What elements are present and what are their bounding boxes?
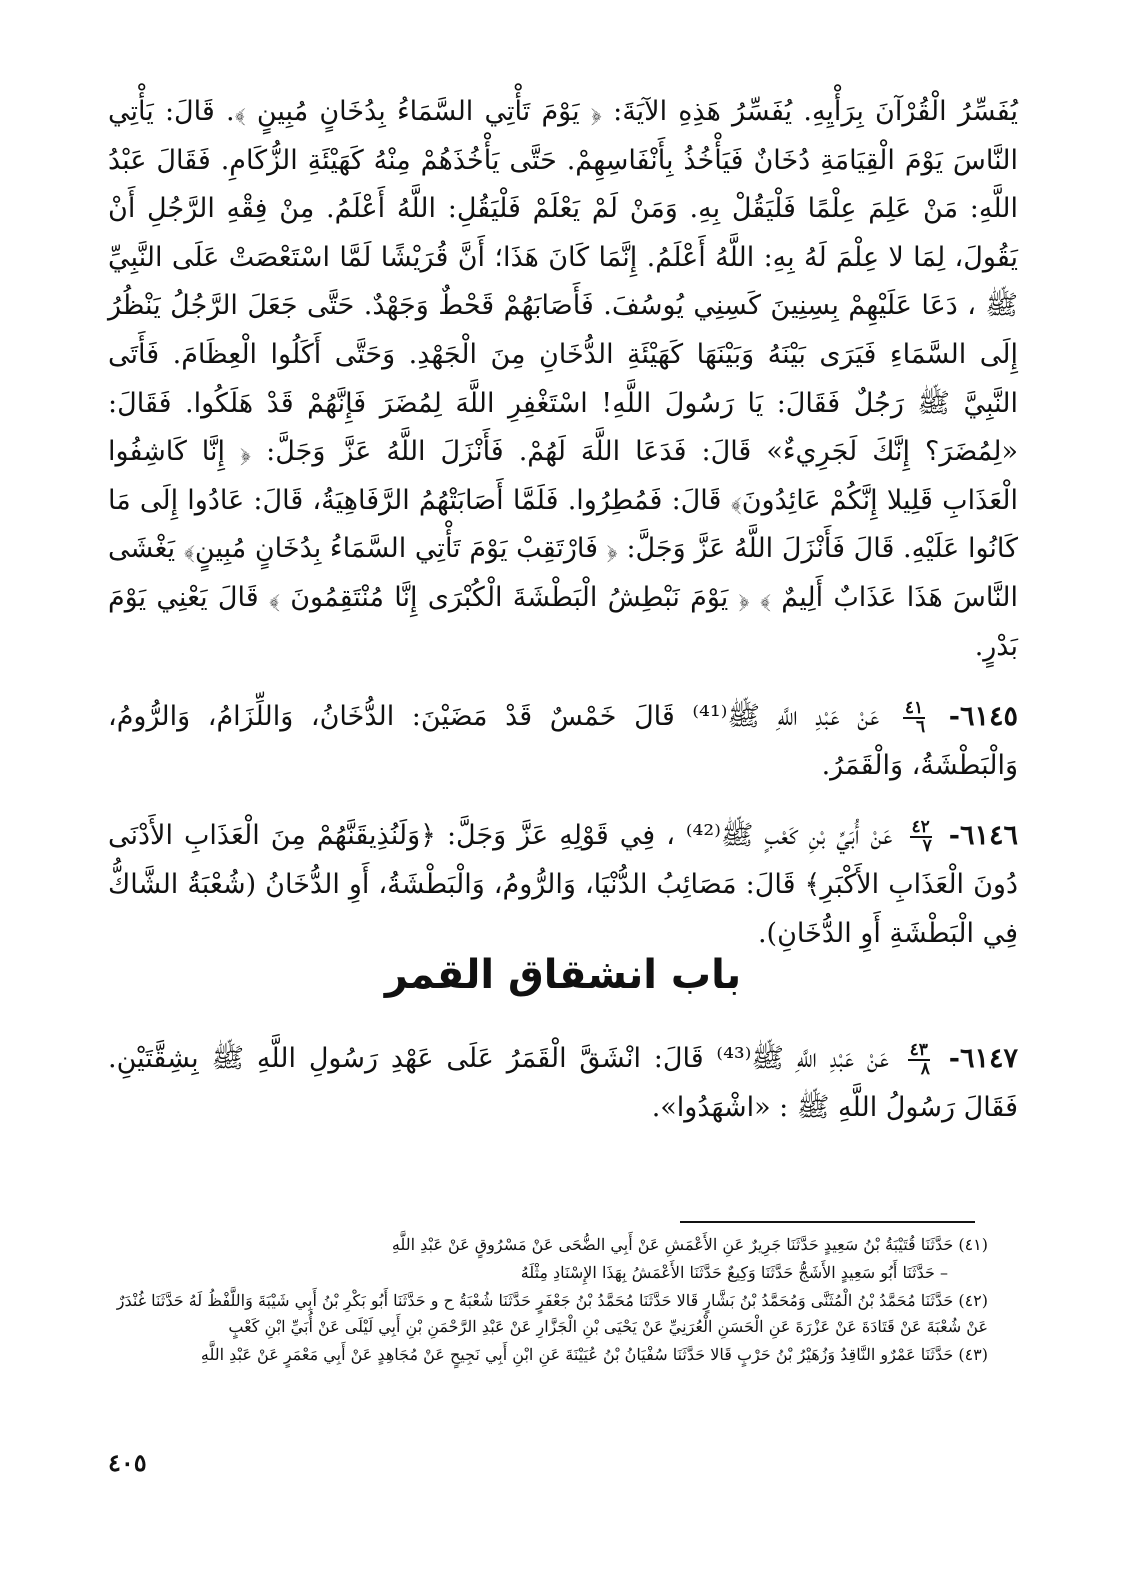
paragraph-continuation: يُفَسِّرُ الْقُرْآنَ بِرَأْيِهِ. يُفَسِّرُ هَذِهِ الآيَةَ: ﴿ يَوْمَ تَأْتِي السَّمَاءُ بِدُخَانٍ مُبِينٍ ﴾. قَالَ: يَأْتِي النَّاسَ يَوْمَ الْقِيَامَةِ دُخَانٌ فَيَأْخُذُ بِأَنْفَاسِهِمْ. حَتَّى يَأْخُذَهُمْ مِنْهُ كَهَيْئَةِ الزُّكَامِ. فَقَالَ عَبْدُ اللَّهِ: مَنْ عَلِمَ عِلْمًا فَلْيَقُلْ بِهِ. وَمَنْ لَمْ يَعْلَمْ فَلْيَقُلِ: اللَّهُ أَعْلَمُ. مِنْ فِقْهِ الرَّجُلِ أَنْ يَقُولَ، لِمَا لا عِلْمَ لَهُ بِهِ: اللَّهُ أَعْلَمُ. إِنَّمَا كَانَ هَذَا؛ أَنَّ قُرَيْشًا لَمَّا اسْتَعْصَتْ عَلَى النَّبِيِّ ﷺ ، دَعَا عَلَيْهِمْ بِسِنِينَ كَسِنِي يُوسُفَ. فَأَصَابَهُمْ قَحْطٌ وَجَهْدٌ. حَتَّى جَعَلَ الرَّجُلُ يَنْظُرُ إِلَى السَّمَاءِ فَيَرَى بَيْنَهُ وَبَيْنَهَا كَهَيْئَةِ الدُّخَانِ مِنَ الْجَهْدِ. وَحَتَّى أَكَلُوا الْعِظَامَ. فَأَتَى النَّبِيَّ ﷺ رَجُلٌ فَقَالَ: يَا رَسُولَ اللَّهِ! اسْتَغْفِرِ اللَّهَ لِمُضَرَ فَإِنَّهُمْ قَدْ هَلَكُوا. فَقَالَ: «لِمُضَرَ؟ إِنَّكَ لَجَرِيءٌ» قَالَ: فَدَعَا اللَّهَ لَهُمْ. فَأَنْزَلَ اللَّهُ عَزَّ وَجَلَّ: ﴿ إِنَّا كَاشِفُوا الْعَذَابِ قَلِيلا إِنَّكُمْ عَائِدُونَ﴾ قَالَ: فَمُطِرُوا. فَلَمَّا أَصَابَتْهُمُ الرَّفَاهِيَةُ، قَالَ: عَادُوا إِلَى مَا كَانُوا عَلَيْهِ. قَالَ فَأَنْزَلَ اللَّهُ عَزَّ وَجَلَّ: ﴿ فَارْتَقِبْ يَوْمَ تَأْتِي السَّمَاءُ بِدُخَانٍ مُبِينٍ﴾ يَغْشَى النَّاسَ هَذَا عَذَابٌ أَلِيمٌ ﴾ ﴿ يَوْمَ نَبْطِشُ الْبَطْشَةَ الْكُبْرَى إِنَّا مُنْتَقِمُونَ ﴾ قَالَ يَعْنِي يَوْمَ بَدْرٍ. bbox=[108, 96, 1018, 662]
hadith-text: عَنْ أُبَيِّ بْنِ كَعْبٍ ﷺ⁽⁴²⁾ ، فِي قَوْلِهِ عَزَّ وَجَلَّ: ﴿وَلَنُذِيقَنَّهُمْ مِنَ الْعَذَابِ الأَدْنَى دُونَ الْعَذَابِ الأَكْبَرِ﴾ قَالَ: مَصَائِبُ الدُّنْيَا، وَالرُّومُ، وَالْبَطْشَةُ، أَوِ الدُّخَانُ (شُعْبَةُ الشَّاكُّ فِي الْبَطْشَةِ أَوِ الدُّخَانِ). bbox=[108, 820, 1018, 949]
fraction-bottom: ٨ bbox=[920, 1058, 930, 1079]
hadith-6146 bbox=[108, 812, 1018, 958]
fraction-top: ٤٣ bbox=[909, 1039, 928, 1060]
footnote-41: (٤١) حَدَّثَنَا قُتَيْبَةُ بْنُ سَعِيدٍ حَدَّثَنَا جَرِيرٌ عَنِ الأَعْمَشِ عَنْ أَبِي الضُّحَى عَنْ مَسْرُوقٍ عَنْ عَبْدِ اللَّهِ bbox=[391, 1235, 988, 1254]
fraction-top: ٤٢ bbox=[911, 816, 930, 837]
main-text bbox=[108, 88, 1018, 958]
hadith-text: عَنْ عَبْدِ اللَّهِ ﷺ⁽⁴³⁾ قَالَ: انْشَقَّ الْقَمَرُ عَلَى عَهْدِ رَسُولِ اللَّهِ ﷺ بِشِقَّتَيْنِ. فَقَالَ رَسُولُ اللَّهِ ﷺ : «اشْهَدُوا». bbox=[108, 1043, 1018, 1123]
hadith-6145 bbox=[108, 693, 1018, 790]
fraction-bottom: ٧ bbox=[922, 835, 932, 856]
footnote-divider bbox=[680, 1221, 975, 1223]
hadith-number: ٦١٤٦- bbox=[948, 820, 1019, 852]
chapter-title: باب انشقاق القمر bbox=[384, 952, 742, 998]
hadith-number: ٦١٤٥- bbox=[948, 701, 1018, 733]
fraction-bottom: ٦ bbox=[916, 716, 926, 737]
hadith-fraction bbox=[903, 697, 926, 737]
hadith-fraction bbox=[908, 1039, 930, 1079]
hadith-text: عَنْ عَبْدِ اللَّهِ ﷺ⁽⁴¹⁾ قَالَ خَمْسٌ قَدْ مَضَيْنَ: الدُّخَانُ، وَاللِّزَامُ، وَالرُّومُ، وَالْبَطْشَةُ، وَالْقَمَرُ. bbox=[108, 701, 1018, 781]
hadith-fraction bbox=[910, 816, 932, 856]
fraction-top: ٤١ bbox=[904, 697, 924, 718]
footnote-41-continuation: – حَدَّثَنَا أَبُو سَعِيدٍ الأَشَجُّ حَدَّثَنَا وَكِيعٌ حَدَّثَنَا الأَعْمَشُ بِهَذَا الإِسْنَادِ مِثْلَهُ bbox=[520, 1263, 948, 1282]
footnote-42: (٤٢) حَدَّثَنَا مُحَمَّدُ بْنُ الْمُثَنَّى وَمُحَمَّدُ بْنُ بَشَّارٍ قَالا حَدَّثَنَا مُحَمَّدُ بْنُ جَعْفَرٍ حَدَّثَنَا شُعْبَةُ ح و حَدَّثَنَا أَبُو بَكْرِ بْنُ أَبِي شَيْبَةَ وَاللَّفْظُ لَهُ حَدَّثَنَا غُنْدَرٌ عَنْ شُعْبَةَ عَنْ قَتَادَةَ عَنْ عَزْرَةَ عَنِ الْحَسَنِ الْعُرَنِيِّ عَنْ يَحْيَى بْنِ الْجَزَّارِ عَنْ عَبْدِ الرَّحْمَنِ بْنِ أَبِي لَيْلَى عَنْ أُبَيِّ ابْنِ كَعْبٍ bbox=[116, 1291, 988, 1336]
page-number: ٤٠٥ bbox=[108, 1448, 147, 1477]
footnotes bbox=[108, 1232, 988, 1370]
hadith-number: ٦١٤٧- bbox=[948, 1043, 1018, 1074]
hadith-6147 bbox=[108, 1035, 1018, 1132]
footnote-43: (٤٣) حَدَّثَنَا عَمْرٌو النَّاقِدُ وَزُهَيْرُ بْنُ حَرْبٍ قَالا حَدَّثَنَا سُفْيَانُ بْنُ عُيَيْنَةَ عَنِ ابْنِ أَبِي نَجِيحٍ عَنْ مُجَاهِدٍ عَنْ أَبِي مَعْمَرٍ عَنْ عَبْدِ اللَّهِ bbox=[200, 1345, 988, 1364]
